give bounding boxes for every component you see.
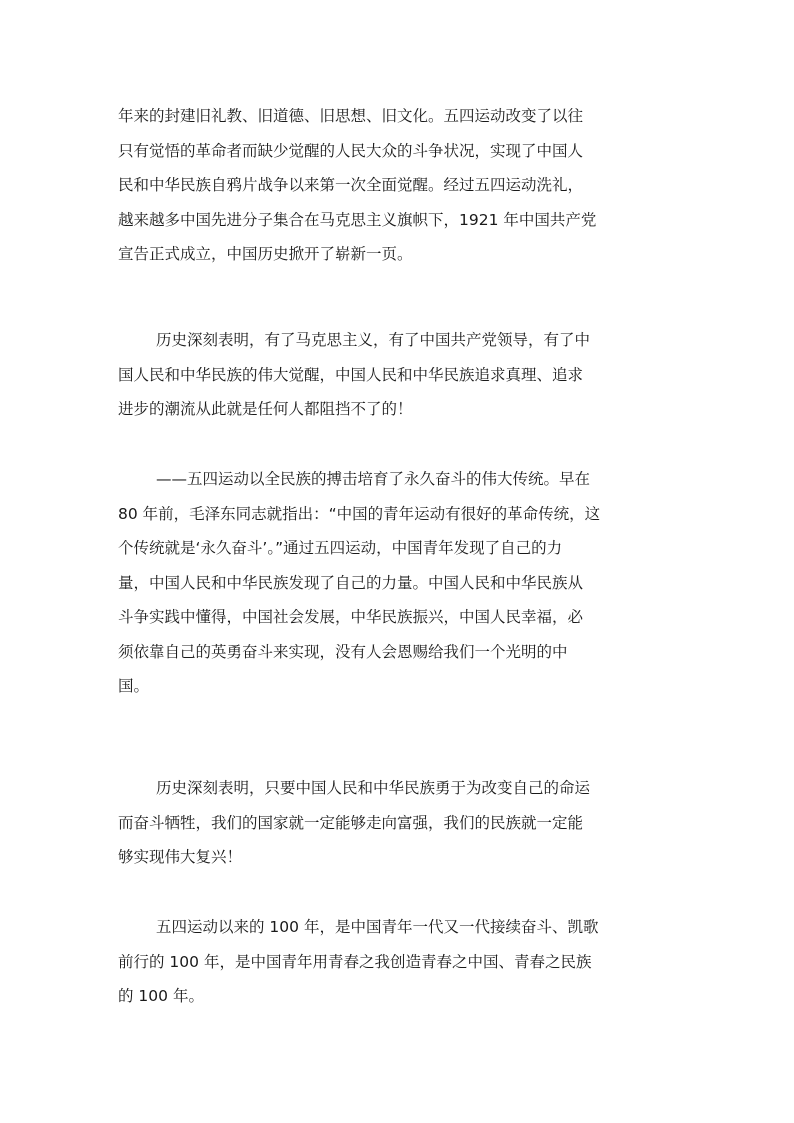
text-line: 历史深刻表明，只要中国人民和中华民族勇于为改变自己的命运 bbox=[156, 779, 591, 797]
paragraph-history-shows-1 bbox=[118, 323, 678, 427]
text-line: 个传统就是‘永久奋斗’。”通过五四运动，中国青年发现了自己的力 bbox=[118, 539, 563, 557]
text-line: ——五四运动以全民族的搏击培育了永久奋斗的伟大传统。早在 bbox=[156, 470, 591, 488]
text-line: 只有觉悟的革命者而缺少觉醒的人民大众的斗争状况，实现了中国人 bbox=[118, 141, 584, 160]
text-line: 的 100 年。 bbox=[118, 987, 204, 1005]
paragraph-hundred-years bbox=[118, 910, 678, 1014]
text-line: 民和中华民族自鸦片战争以来第一次全面觉醒。经过五四运动洗礼， bbox=[118, 176, 584, 194]
paragraph-may-fourth-awakening bbox=[118, 99, 678, 272]
paragraph-history-shows-2 bbox=[118, 771, 678, 875]
text-line: 量，中国人民和中华民族发现了自己的力量。中国人民和中华民族从 bbox=[118, 573, 584, 592]
text-line: 年来的封建旧礼教、旧道德、旧思想、旧文化。五四运动改变了以往 bbox=[118, 107, 584, 125]
text-line: 80 年前，毛泽东同志就指出：“中国的青年运动有很好的革命传统，这 bbox=[118, 504, 601, 523]
text-line: 前行的 100 年，是中国青年用青春之我创造青春之中国、青春之民族 bbox=[118, 952, 592, 971]
text-line: 越来越多中国先进分子集合在马克思主义旗帜下，1921 年中国共产党 bbox=[118, 210, 597, 229]
text-line: 须依靠自己的英勇奋斗来实现，没有人会恩赐给我们一个光明的中 bbox=[118, 642, 568, 661]
text-line: 而奋斗牺牲，我们的国家就一定能够走向富强，我们的民族就一定能 bbox=[118, 813, 584, 832]
text-line: 够实现伟大复兴！ bbox=[118, 848, 243, 866]
text-line: 宣告正式成立，中国历史掀开了崭新一页。 bbox=[118, 245, 413, 263]
paragraph-eternal-struggle bbox=[118, 462, 678, 704]
text-line: 斗争实践中懂得，中国社会发展，中华民族振兴，中国人民幸福，必 bbox=[118, 608, 584, 626]
text-line: 国人民和中华民族的伟大觉醒，中国人民和中华民族追求真理、追求 bbox=[118, 365, 584, 384]
text-line: 国。 bbox=[118, 677, 150, 695]
text-line: 五四运动以来的 100 年，是中国青年一代又一代接续奋斗、凯歌 bbox=[156, 918, 599, 936]
text-line: 进步的潮流从此就是任何人都阻挡不了的！ bbox=[118, 400, 413, 418]
text-line: 历史深刻表明，有了马克思主义，有了中国共产党领导，有了中 bbox=[156, 331, 591, 349]
